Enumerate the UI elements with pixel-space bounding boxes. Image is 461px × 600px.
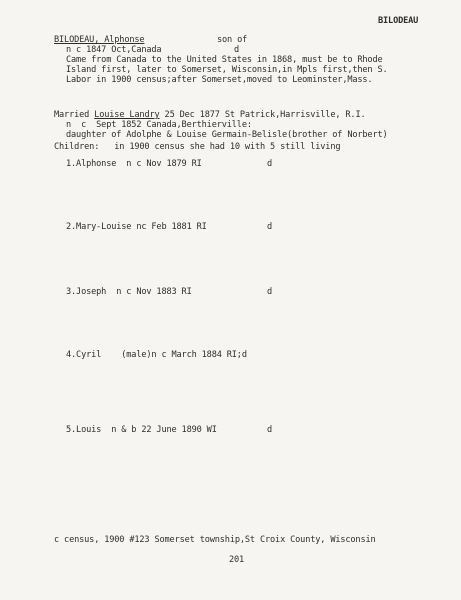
child-entry: 2.Mary-Louise nc Feb 1881 RI [66,222,207,232]
child-death-marker: d [267,425,273,435]
surname-header: BILODEAU [378,16,419,26]
marriage-date-place: 25 Dec 1877 St Patrick,Harrisville, R.I. [164,110,366,120]
subject-note: Came from Canada to the United States in 1868, must be to Rhode [66,55,383,65]
spouse-parents: daughter of Adolphe & Louise Germain-Belisle(brother of Norbert) [66,130,388,140]
child-entry: 1.Alphonse n c Nov 1879 RI [66,159,202,169]
census-footnote: c census, 1900 #123 Somerset township,St Croix County, Wisconsin [54,535,376,545]
spouse-birth: n c Sept 1852 Canada,Berthierville: [66,120,252,130]
page-number: 201 [229,555,245,565]
children-header: Children: in 1900 census she had 10 with 5 still living [54,142,341,152]
subject-name-text: BILODEAU, Alphonse [54,35,145,45]
child-entry: 3.Joseph n c Nov 1883 RI [66,287,192,297]
subject-name [54,35,144,45]
subject-note: Labor in 1900 census;after Somerset,moved to Leominster,Mass. [66,75,373,85]
child-death-marker: d [267,222,273,232]
child-death-marker: d [267,287,273,297]
marriage-line [54,110,366,120]
subject-death-marker: d [234,45,240,55]
child-entry: 4.Cyril (male)n c March 1884 RI;d [66,350,247,360]
child-entry: 5.Louis n & b 22 June 1890 WI [66,425,217,435]
subject-birth: n c 1847 Oct,Canada [66,45,162,55]
child-death-marker: d [267,159,273,169]
subject-relation: son of [217,35,248,45]
marriage-prefix: Married [54,110,90,120]
subject-note: Island first, later to Somerset, Wisconsin,in Mpls first,then S. [66,65,388,75]
spouse-name: Louise Landry [94,110,160,120]
